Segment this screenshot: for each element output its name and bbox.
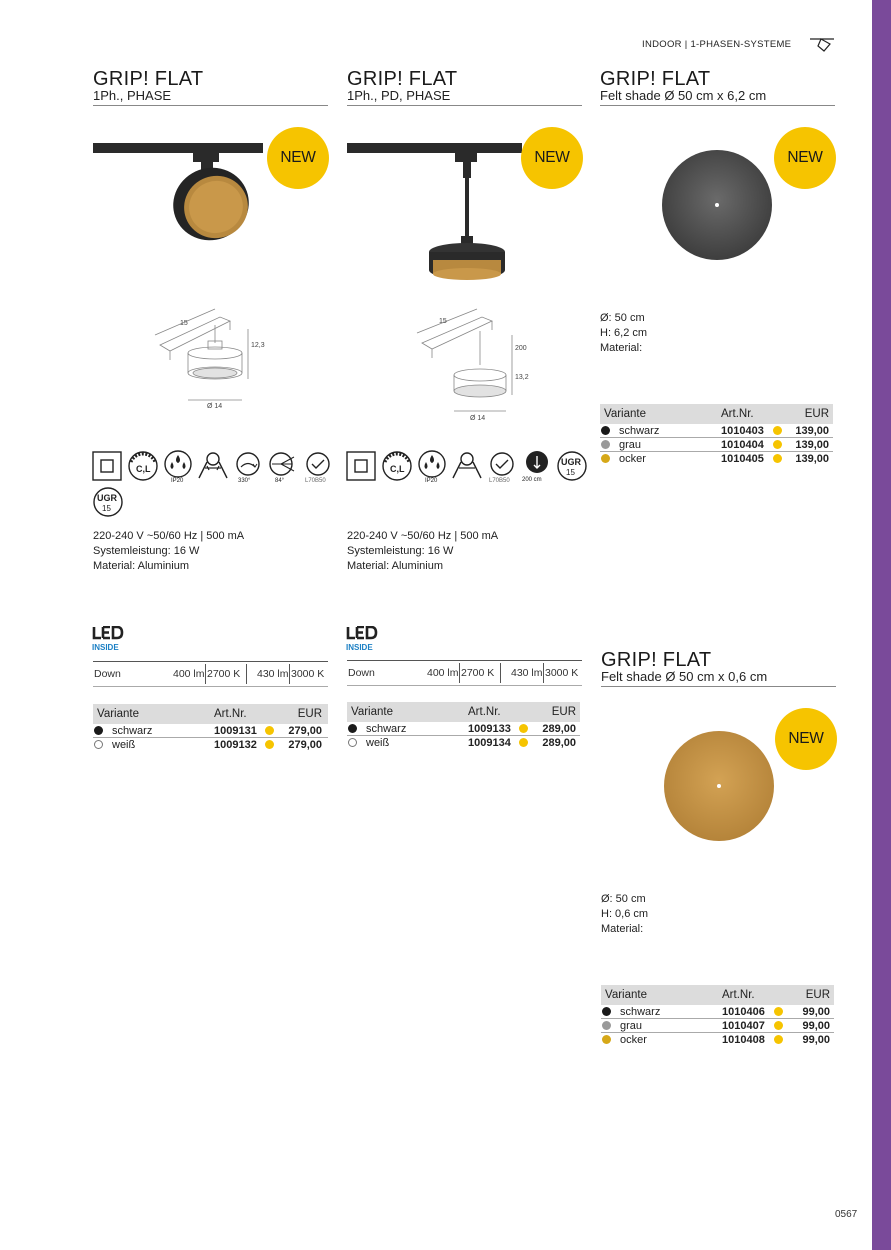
- lumen-table: Down 400 lm 2700 K 430 lm 3000 K: [93, 661, 328, 687]
- led-inside-logo: INSIDE: [92, 626, 124, 652]
- class-c-l-icon: [381, 450, 413, 484]
- dim-diameter: Ø 14: [207, 403, 223, 410]
- svg-text:200: 200: [515, 345, 527, 352]
- l70b50-icon: [486, 450, 518, 484]
- feature-icons: [92, 450, 334, 484]
- product-column-3: [600, 70, 835, 106]
- variant-table: Variante Art.Nr. EUR schwarz 1009131 279,00 weiß 1009132 279,00: [93, 704, 328, 752]
- ugr15-icon: [556, 450, 588, 484]
- beam-angle-icon: [451, 450, 483, 484]
- svg-text:UGR: UGR: [561, 457, 581, 467]
- new-badge: NEW: [774, 127, 836, 189]
- page-number: 0567: [835, 1209, 858, 1220]
- product-subtitle: Felt shade Ø 50 cm x 6,2 cm: [600, 89, 835, 106]
- product-title: GRIP! FLAT: [601, 649, 712, 671]
- product-title: GRIP! FLAT: [347, 68, 458, 90]
- svg-text:84°: 84°: [275, 478, 285, 484]
- svg-text:L70B50: L70B50: [489, 478, 510, 484]
- led-inside-logo: INSIDE: [346, 626, 378, 652]
- svg-text:200 cm: 200 cm: [522, 477, 542, 483]
- svg-text:L70B50: L70B50: [305, 478, 326, 484]
- svg-text:IP20: IP20: [171, 478, 184, 484]
- beam-angle-icon: [197, 450, 229, 484]
- ip20-icon: [162, 450, 194, 484]
- variant-table: Variante Art.Nr. EUR schwarz 1009133 289,00 weiß 1009134 289,00: [347, 702, 580, 750]
- lumen-table: Down 400 lm 2700 K 430 lm 3000 K: [347, 660, 582, 686]
- table-row: weiß 1009132 279,00: [93, 738, 328, 752]
- product-specs: 220-240 V ~50/60 Hz | 500 mA Systemleistung: 16 W Material: Aluminium: [347, 530, 499, 572]
- breadcrumb: INDOOR | 1-PHASEN-SYSTEME: [642, 39, 792, 50]
- svg-text:UGR: UGR: [97, 493, 117, 503]
- product-specs: 220-240 V ~50/60 Hz | 500 mA Systemleistung: 16 W Material: Aluminium: [93, 530, 245, 572]
- svg-text:330°: 330°: [238, 478, 251, 484]
- svg-text:15: 15: [102, 504, 111, 513]
- table-row: weiß 1009134 289,00: [347, 736, 580, 750]
- table-row: grau 1010404 139,00: [600, 438, 833, 452]
- product-subtitle: 1Ph., PHASE: [93, 89, 328, 106]
- table-row: ocker 1010408 99,00: [601, 1033, 834, 1047]
- table-row: grau 1010407 99,00: [601, 1019, 834, 1033]
- new-badge: NEW: [267, 127, 329, 189]
- ip20-icon: [416, 450, 448, 484]
- class-c-l-icon: [127, 450, 159, 484]
- tilt-84-icon: [267, 450, 299, 484]
- product-image-felt-shade-ocker: [662, 730, 777, 845]
- product-specs: Ø: 50 cm H: 6,2 cm Material:: [600, 312, 648, 354]
- product-image-grip-flat-pendant: [347, 140, 522, 285]
- dim-height: 12,3: [251, 342, 265, 349]
- technical-drawing: [412, 305, 537, 425]
- feature-icons: [346, 450, 588, 484]
- new-badge: NEW: [521, 127, 583, 189]
- product-column-2: [347, 70, 582, 106]
- cable-length-icon: [521, 450, 553, 484]
- l70b50-icon: [302, 450, 334, 484]
- table-row: schwarz 1009133 289,00: [347, 722, 580, 736]
- product-column-1: [93, 70, 328, 106]
- square-frame-icon: [92, 450, 124, 484]
- product-column-4: [601, 651, 836, 687]
- product-subtitle: 1Ph., PD, PHASE: [347, 89, 582, 106]
- table-row: schwarz 1009131 279,00: [93, 724, 328, 738]
- table-row: schwarz 1010403 139,00: [600, 424, 833, 438]
- svg-text:C,L: C,L: [136, 464, 151, 474]
- svg-text:C,L: C,L: [390, 464, 405, 474]
- variant-table: Variante Art.Nr. EUR schwarz 1010406 99,00 grau 1010407 99,00 ocker 1010408 99,00: [601, 985, 834, 1047]
- svg-text:IP20: IP20: [425, 478, 438, 484]
- technical-drawing: [150, 305, 275, 415]
- side-color-bar: [872, 0, 891, 1250]
- product-title: GRIP! FLAT: [93, 68, 204, 90]
- product-title: GRIP! FLAT: [600, 68, 711, 90]
- svg-text:13,2: 13,2: [515, 374, 529, 381]
- svg-text:15: 15: [566, 468, 575, 477]
- variant-table: Variante Art.Nr. EUR schwarz 1010403 139,00 grau 1010404 139,00 ocker 1010405 139,00: [600, 404, 833, 466]
- product-subtitle: Felt shade Ø 50 cm x 0,6 cm: [601, 670, 836, 687]
- new-badge: NEW: [775, 708, 837, 770]
- dim-width: 15: [180, 320, 188, 327]
- ugr15-icon: [92, 486, 124, 523]
- table-row: schwarz 1010406 99,00: [601, 1005, 834, 1019]
- table-row: ocker 1010405 139,00: [600, 452, 833, 466]
- square-frame-icon: [346, 450, 378, 484]
- svg-text:15: 15: [439, 318, 447, 325]
- track-system-icon: [808, 34, 836, 54]
- rotation-330-icon: [232, 450, 264, 484]
- product-specs: Ø: 50 cm H: 0,6 cm Material:: [601, 893, 649, 935]
- product-image-felt-shade-grey: [660, 148, 775, 263]
- svg-text:Ø 14: Ø 14: [470, 415, 486, 422]
- product-image-grip-flat-phase: [93, 140, 263, 250]
